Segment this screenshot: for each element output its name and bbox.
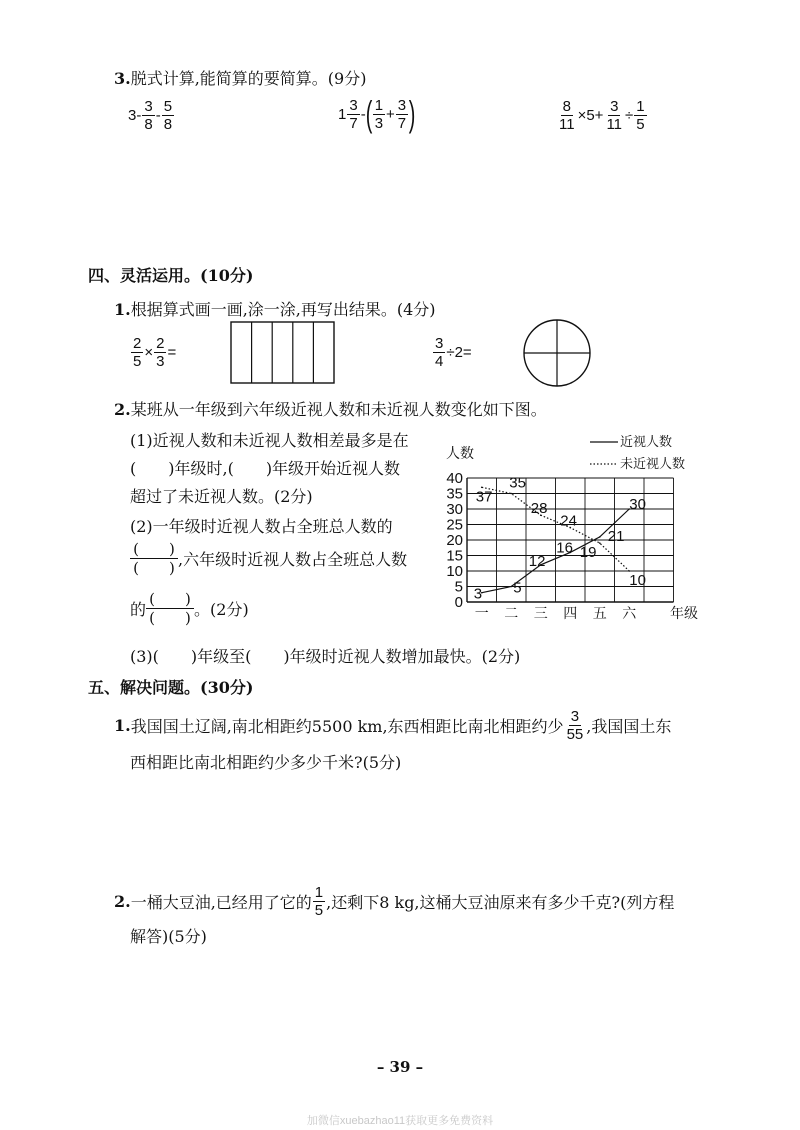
- x-tick-label: 五: [592, 605, 607, 621]
- chart-y-axis-label: 人数: [446, 445, 474, 461]
- sec4-q2-s1-line1: (1)近视人数和未近视人数相差最多是在: [130, 431, 409, 450]
- data-label: 16: [556, 539, 573, 557]
- sec5-q1-line2: 西相距比南北相距约少多少千米?(5分): [130, 753, 402, 772]
- sec5-q1-line1: 1. 我国国土辽阔,南北相距约5500 km,东西相距比南北相距约少 $\frac{3}{55}$ ,我国国土东: [114, 708, 672, 743]
- circle-drawing-area[interactable]: [522, 318, 592, 388]
- q3-title: 3.脱式计算,能简算的要简算。(9分): [114, 69, 367, 88]
- chart-y-ticks: [446, 470, 463, 611]
- legend-entry-non-myopic: 未近视人数: [620, 456, 686, 471]
- x-tick-label: 二: [504, 605, 519, 621]
- y-tick-label: 10: [446, 563, 463, 580]
- chart-legend: [590, 434, 685, 471]
- y-tick-label: 40: [446, 470, 463, 487]
- data-label: 24: [560, 512, 577, 530]
- data-point: [510, 586, 512, 588]
- data-label: 37: [475, 488, 493, 506]
- sec4-q2-s1-line2[interactable]: ( )年级时,( )年级开始近视人数: [130, 459, 401, 478]
- y-tick-label: 25: [446, 516, 463, 534]
- sec4-q2-s2-line3: 的 $\frac{( )}{( )}$ 。(2分): [130, 590, 249, 627]
- y-tick-label: 5: [454, 578, 463, 596]
- myopia-line-chart: [440, 428, 710, 628]
- section-5-title: 五、解决问题。(30分): [88, 678, 254, 697]
- q3-expression-2: 1 $\frac{3}{7}$ - ( $\frac{1}{3}$ + $\frac{3}{7}$ ): [338, 93, 416, 134]
- q3-expression-1: 3 - $\frac{3}{8}$ - $\frac{5}{8}$: [128, 98, 173, 133]
- data-label: 5: [513, 579, 522, 597]
- data-label: 3: [473, 585, 483, 603]
- data-label: 19: [579, 544, 597, 562]
- data-label: 10: [629, 572, 646, 589]
- chart-x-ticks: [475, 605, 638, 621]
- rectangle-drawing-area[interactable]: [230, 321, 336, 385]
- x-tick-label: 三: [533, 605, 548, 621]
- q3-expression-3: $\frac{8}{11}$ ×5+ $\frac{3}{11}$ ÷ $\frac{1}{5}$: [559, 98, 645, 133]
- sec4-q2-s3[interactable]: (3)( )年级至( )年级时近视人数增加最快。(2分): [130, 647, 521, 666]
- sec4-q2-s2-line2: $\frac{( )}{( )}$ ,六年级时近视人数占全班总人数: [130, 540, 407, 577]
- sec4-q2-s1-line3: 超过了未近视人数。(2分): [130, 487, 313, 506]
- y-tick-label: 0: [454, 594, 463, 611]
- section-4-title: 四、灵活运用。(10分): [88, 266, 254, 285]
- sec4-q1-expression-2: $\frac{3}{4}$ ÷2=: [435, 335, 472, 370]
- y-tick-label: 35: [446, 485, 463, 503]
- data-point: [599, 536, 601, 538]
- y-tick-label: 15: [446, 547, 463, 565]
- answer-fraction-blank-2[interactable]: $\frac{( )}{( )}$: [146, 590, 194, 627]
- sec5-q2-line1: 2. 一桶大豆油,已经用了它的 $\frac{1}{5}$ ,还剩下8 kg,这桶大豆油原来有多少千克?(列方程: [114, 884, 675, 919]
- answer-fraction-blank-1[interactable]: $\frac{( )}{( )}$: [130, 540, 178, 577]
- page-number: – 39 –: [376, 1058, 424, 1076]
- data-label: 28: [530, 500, 548, 518]
- y-tick-label: 20: [446, 532, 463, 549]
- data-point: [599, 542, 601, 544]
- chart-x-axis-label: 年级: [670, 605, 698, 621]
- data-label: 30: [629, 496, 646, 513]
- data-label: 35: [509, 474, 526, 492]
- data-label: 12: [528, 552, 546, 570]
- x-tick-label: 六: [622, 605, 637, 621]
- data-label: 21: [607, 527, 625, 545]
- y-tick-label: 30: [446, 501, 463, 518]
- legend-entry-myopic: 近视人数: [620, 434, 673, 449]
- x-tick-label: 一: [474, 605, 489, 621]
- watermark: 加微信xuebazhao11获取更多免费资料: [306, 1115, 494, 1127]
- sec4-q1-expression-1: $\frac{2}{5}$ × $\frac{2}{3}$ =: [133, 335, 177, 370]
- x-tick-label: 四: [563, 605, 578, 621]
- data-point: [510, 493, 512, 495]
- sec4-q2-s2-line1: (2)一年级时近视人数占全班总人数的: [130, 517, 393, 536]
- sec4-q2-text: 2.某班从一年级到六年级近视人数和未近视人数变化如下图。: [114, 400, 547, 419]
- sec4-q1-text: 1.根据算式画一画,涂一涂,再写出结果。(4分): [114, 300, 436, 319]
- sec5-q2-line2: 解答)(5分): [130, 927, 207, 946]
